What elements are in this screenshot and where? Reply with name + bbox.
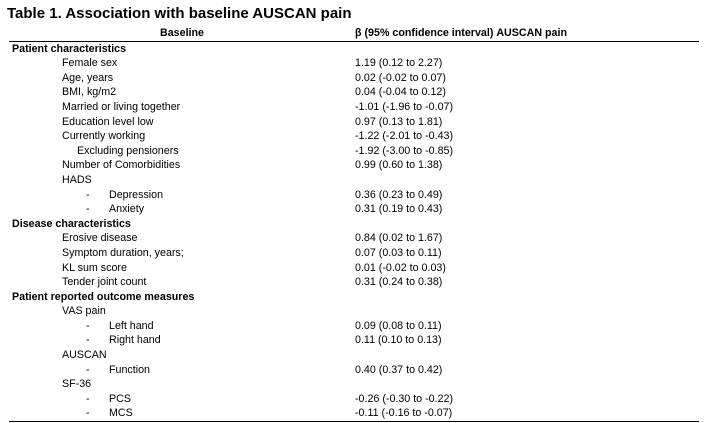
estimate-cell: 0.84 (0.02 to 1.67) [355, 232, 443, 245]
table-row [9, 319, 699, 334]
table-row [9, 71, 699, 86]
row-label: KL sum score [62, 261, 127, 274]
row-label-nested [9, 202, 355, 217]
section-row [9, 290, 699, 305]
estimate-cell [355, 304, 699, 319]
table-row [9, 275, 699, 290]
bullet-dash: - [86, 392, 90, 405]
header-row [9, 26, 699, 41]
section-label: Disease characteristics [12, 217, 131, 230]
estimate-cell: 0.36 (0.23 to 0.49) [355, 188, 443, 201]
table-row [9, 56, 699, 71]
bullet-dash: - [86, 334, 90, 347]
nested-label-text: Anxiety [109, 203, 145, 216]
table-body [9, 41, 699, 421]
row-label: Education level low [62, 115, 154, 128]
table-title: Table 1. Association with baseline AUSCAN pain [7, 5, 352, 22]
table-row [9, 173, 699, 188]
nested-label-text: MCS [109, 407, 133, 420]
column-header-beta: β (95% confidence interval) AUSCAN pain [355, 26, 699, 41]
nested-label-text: Right hand [109, 334, 161, 347]
row-label-nested [9, 188, 355, 203]
bullet-dash: - [86, 407, 90, 420]
estimate-cell: 0.11 (0.10 to 0.13) [355, 334, 442, 347]
estimate-cell: -0.11 (-0.16 to -0.07) [355, 406, 699, 421]
table-row [9, 158, 699, 173]
bullet-dash: - [86, 363, 90, 376]
section-label: Patient reported outcome measures [12, 290, 195, 303]
row-label-nested [9, 319, 355, 334]
estimate-cell: 0.07 (0.03 to 0.11) [355, 246, 442, 259]
estimate-cell: 1.19 (0.12 to 2.27) [355, 57, 443, 70]
table-row [9, 392, 699, 407]
bullet-dash: - [86, 203, 90, 216]
estimate-cell: -1.22 (-2.01 to -0.43) [355, 130, 454, 143]
row-label-nested [9, 333, 355, 348]
table-row [9, 202, 699, 217]
column-header-baseline: Baseline [9, 26, 355, 41]
row-label: AUSCAN [62, 349, 107, 362]
estimate-cell: 0.09 (0.08 to 0.11) [355, 319, 442, 332]
table-row [9, 144, 699, 159]
estimate-cell [355, 290, 699, 305]
row-label-sub: Excluding pensioners [77, 144, 179, 157]
estimate-cell: 0.01 (-0.02 to 0.03) [355, 261, 446, 274]
table-row [9, 85, 699, 100]
estimate-cell: 0.31 (0.24 to 0.38) [355, 276, 443, 289]
row-label: BMI, kg/m2 [62, 86, 117, 99]
table-row [9, 348, 699, 363]
section-label: Patient characteristics [12, 42, 127, 55]
estimate-cell: -1.92 (-3.00 to -0.85) [355, 144, 454, 157]
estimate-cell [355, 41, 699, 56]
table-row [9, 304, 699, 319]
row-label-nested [9, 363, 355, 378]
table-row [9, 246, 699, 261]
row-label: Tender joint count [62, 276, 147, 289]
row-label: Age, years [62, 71, 114, 84]
estimate-cell [355, 377, 699, 392]
nested-label-text: Function [109, 363, 150, 376]
table-row [9, 261, 699, 276]
estimate-cell [355, 217, 699, 232]
table-row [9, 100, 699, 115]
estimate-cell: 0.31 (0.19 to 0.43) [355, 203, 443, 216]
estimate-cell: 0.40 (0.37 to 0.42) [355, 363, 443, 376]
table-row [9, 363, 699, 378]
row-label: Female sex [62, 57, 118, 70]
table-row [9, 129, 699, 144]
estimate-cell: -1.01 (-1.96 to -0.07) [355, 100, 454, 113]
estimate-cell: -0.26 (-0.30 to -0.22) [355, 392, 454, 405]
nested-label-text: Depression [109, 188, 164, 201]
table-row [9, 188, 699, 203]
estimate-cell: 0.04 (-0.04 to 0.12) [355, 86, 446, 99]
estimate-cell: 0.02 (-0.02 to 0.07) [355, 71, 446, 84]
row-label: Currently working [62, 130, 146, 143]
estimate-cell [355, 173, 699, 188]
row-label-nested [9, 392, 355, 407]
row-label: SF-36 [62, 378, 92, 391]
row-label: Married or living together [62, 100, 181, 113]
estimate-cell [355, 348, 699, 363]
bullet-dash: - [86, 319, 90, 332]
table-row [9, 406, 699, 421]
bullet-dash: - [86, 188, 90, 201]
row-label: HADS [62, 173, 92, 186]
results-table [9, 26, 699, 422]
estimate-cell: 0.99 (0.60 to 1.38) [355, 159, 443, 172]
row-label: VAS pain [62, 305, 106, 318]
table-row [9, 231, 699, 246]
table-row [9, 333, 699, 348]
estimate-cell: 0.97 (0.13 to 1.81) [355, 115, 443, 128]
nested-label-text: Left hand [109, 319, 154, 332]
table-row [9, 377, 699, 392]
section-row [9, 41, 699, 56]
row-label: Erosive disease [62, 232, 138, 245]
row-label: Number of Comorbidities [62, 159, 181, 172]
row-label-nested [9, 406, 355, 421]
table-row [9, 115, 699, 130]
row-label: Symptom duration, years; [62, 246, 184, 259]
nested-label-text: PCS [109, 392, 131, 405]
section-row [9, 217, 699, 232]
